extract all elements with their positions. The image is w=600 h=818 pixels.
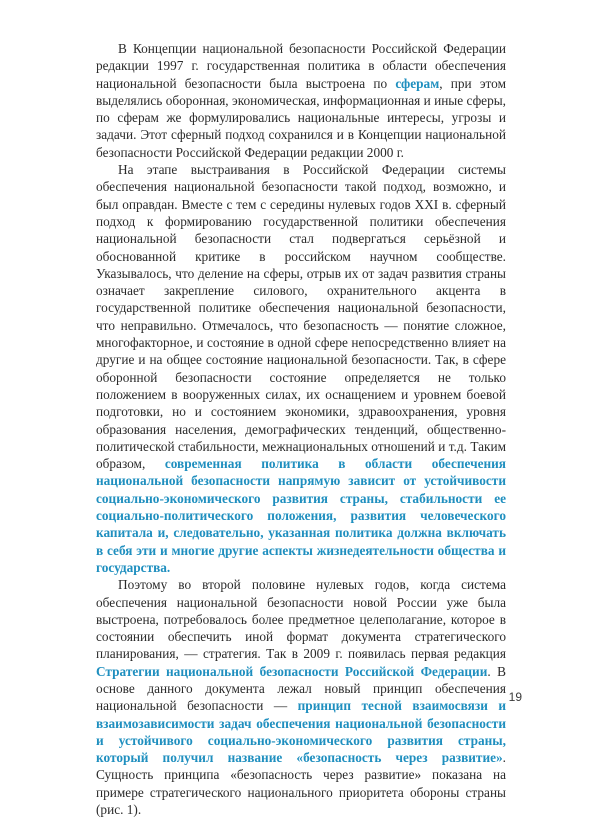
- text-segment: , при этом выделялись оборонная, экономическая, информационная и иные сферы, по сферам же формулировались национальные интересы, угрозы и задачи. Этот сферный подход сохранился и в Концепции национальной безопасности Российской Федерации редакции 2000 г.: [96, 75, 506, 160]
- highlighted-passage: современная политика в области обеспечения национальной безопасности напрямую зависит от устойчивости социально-экономического развития страны, стабильности ее социально-политического положения, развития человеческого капитала и, следовательно, указанная политика должна включать в себя эти и многие другие аспекты жизнедеятельности общества и государства.: [96, 456, 506, 575]
- highlighted-title: Стратегии национальной безопасности Российской Федерации: [96, 663, 488, 679]
- text-segment: . Сущность принципа «безопасность через развитие» показана на примере стратегического национального приоритета обороны страны (рис. 1).: [96, 750, 506, 818]
- page-number: 19: [508, 690, 522, 704]
- text-segment: В Концепции национальной безопасности Российской Федерации редакции 1997 г. государственная политика в области обеспечения национальной безопасности была выстроена по: [96, 41, 506, 91]
- paragraph-1: [96, 40, 506, 161]
- body-text: [96, 40, 506, 818]
- highlighted-passage: принцип тесной взаимосвязи и взаимозависимости задач обеспечения национальной безопасности и устойчивого социально-экономического развития страны, который получил название «безопасность через развитие»: [96, 698, 507, 766]
- highlighted-term: сферам: [395, 75, 440, 91]
- text-segment: . В основе данного документа лежал новый принцип обеспечения национальной безопасности —: [96, 663, 506, 714]
- text-segment: На этапе выстраивания в Российской Федерации системы обеспечения национальной безопасности такой подход, возможно, и был оправдан. Вместе с тем с середины нулевых годов XXI в. сферный подход к формированию государственной политики обеспечения национальной безопасности стал подвергаться серьёзной и обоснованной критике в российском научном сообществе. Указывалось, что деление на сферы, отрыв их от задач развития страны означает закрепление силового, охранительного акцента в государственной политике обеспечения национальной безопасности, что неправильно. Отмечалось, что безопасность — понятие сложное, многофакторное, и состояние в одной сфере непосредственно влияет на другие и на общее состояние национальной безопасности. Так, в сфере оборонной безопасности состояние определяется не только положением в вооруженных силах, их оснащением и уровнем боевой подготовки, но и состоянием экономики, здравоохранения, уровня образования населения, демографических тенденций, общественно-политической стабильности, межнациональных отношений и т.д. Таким образом,: [96, 162, 506, 472]
- paragraph-2: [96, 161, 506, 576]
- paragraph-3: [96, 576, 506, 818]
- text-segment: Поэтому во второй половине нулевых годов, когда система обеспечения национальной безопасности новой России уже была выстроена, потребовалось более предметное целеполагание, которое в состоянии обеспечить иной формат документа стратегического планирования, — стратегия. Так в 2009 г. появилась первая редакция: [96, 577, 506, 662]
